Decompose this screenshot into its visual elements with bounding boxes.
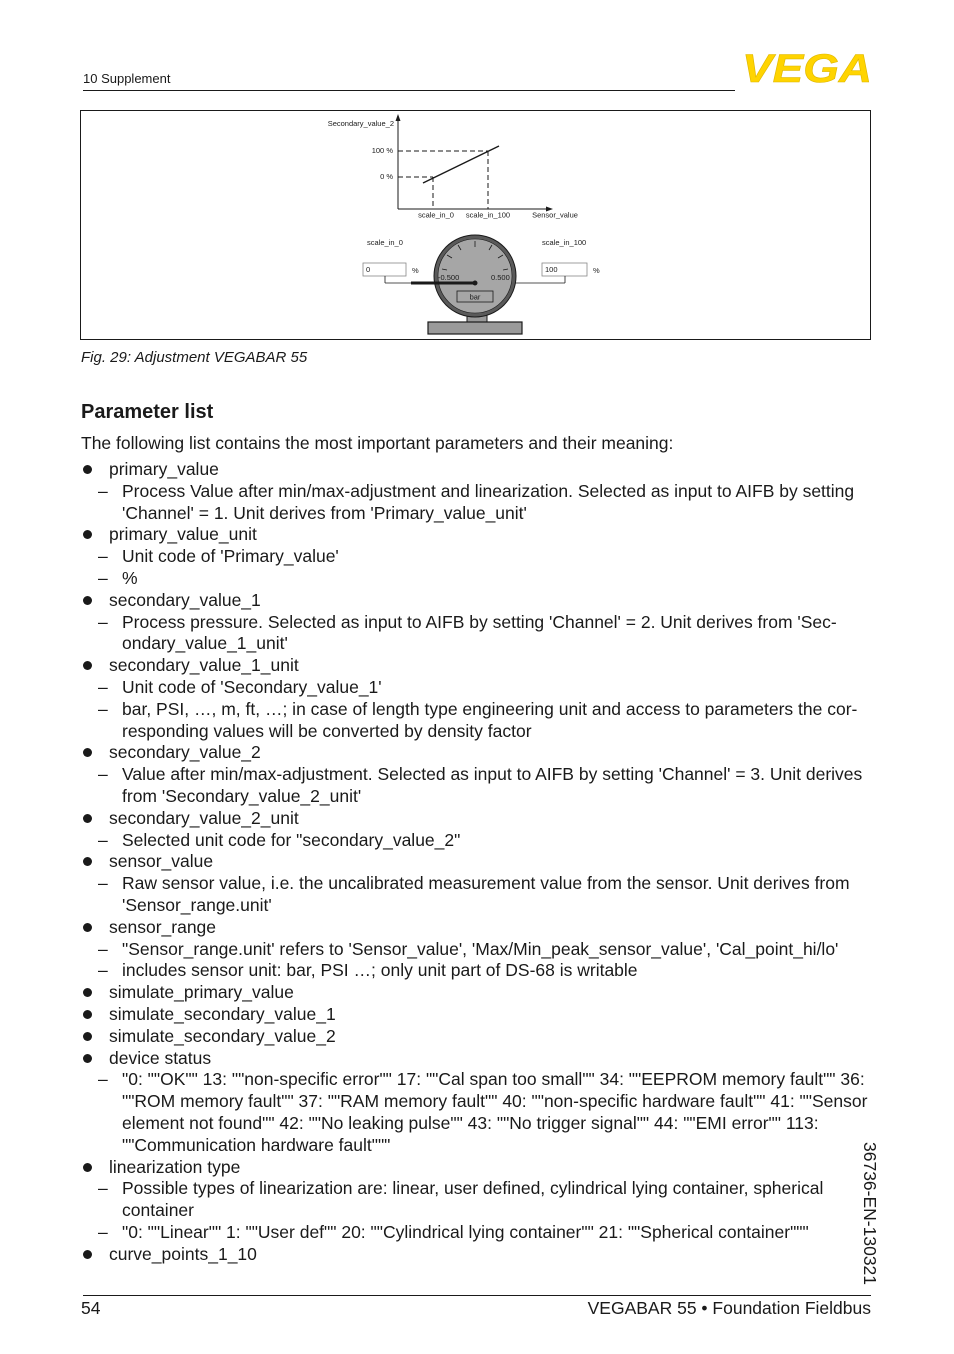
intro-text: The following list contains the most important parameters and their meaning: [81, 433, 674, 453]
param-secondary-value-2 [81, 742, 876, 807]
param-description: – Process Value after min/max-adjustment and linearization. Selected as input to AIFB by setting 'Channel' = 1. Unit derives from 'Primary_value_unit' [81, 481, 876, 525]
param-description: – "Sensor_range.unit' refers to 'Sensor_value', 'Max/Min_peak_sensor_value', 'Cal_point_hi/lo' [81, 939, 876, 961]
adjustment-diagram [81, 111, 872, 341]
figure-caption: Fig. 29: Adjustment VEGABAR 55 [81, 349, 308, 366]
param-name: linearization type [109, 1156, 241, 1177]
param-sensor-value [81, 851, 876, 916]
param-sensor-range [81, 917, 876, 982]
param-description: – includes sensor unit: bar, PSI …; only unit part of DS-68 is writable [81, 960, 876, 982]
left-field-value: 0 [366, 265, 371, 274]
param-simulate-secondary-value-2 [81, 1026, 876, 1048]
param-description: – Unit code of 'Primary_value' [81, 546, 876, 568]
param-name: simulate_secondary_value_2 [109, 1025, 336, 1046]
param-primary-value [81, 459, 876, 524]
param-name: secondary_value_2_unit [109, 807, 299, 828]
param-simulate-secondary-value-1 [81, 1004, 876, 1026]
param-description: – Raw sensor value, i.e. the uncalibrated measurement value from the sensor. Unit derives from 'Sensor_range.unit' [81, 873, 876, 917]
left-field-unit: % [412, 266, 419, 275]
param-curve-points [81, 1244, 876, 1266]
right-field-value: 100 [545, 265, 558, 274]
parameter-list [81, 459, 876, 1265]
adjustment-figure [80, 110, 871, 340]
pressure-gauge [411, 235, 522, 334]
product-title: VEGABAR 55 • Foundation Fieldbus [587, 1298, 871, 1318]
right-field-unit: % [593, 266, 600, 275]
document-code: 36736-EN-130321 [860, 1142, 880, 1286]
graph-x-tick-scale-in-0: scale_in_0 [418, 210, 454, 220]
right-field-label: scale_in_100 [542, 238, 587, 247]
param-description: – "0: ""Linear"" 1: ""User def"" 20: ""Cylindrical lying container"" 21: ""Spherical container""" [81, 1222, 876, 1244]
page-number: 54 [81, 1298, 101, 1318]
gauge-hub [473, 281, 478, 286]
param-description: – "0: ""OK"" 13: ""non-specific error"" 17: ""Cal span too small"" 34: ""EEPROM memory fault"" 36: ""ROM memory fault"" 37: ""RAM memory fault"" 40: ""non-specific hardware fault"" 41: ""Sensor element not found"" 42: ""No leaking pulse"" 43: ""No trigger signal"" 44: ""EMI error"" 113: ""Communication hardware fault""" [81, 1069, 876, 1156]
param-name: sensor_range [109, 916, 217, 937]
param-name: simulate_primary_value [109, 982, 294, 1003]
graph-y-arrow [396, 114, 401, 121]
param-device-status [81, 1048, 876, 1157]
graph-y-axis-label: Secondary_value_2 [327, 119, 394, 128]
param-name: curve_points_1_10 [109, 1243, 257, 1264]
param-name: secondary_value_1_unit [109, 655, 299, 676]
param-description: – Unit code of 'Secondary_value_1' [81, 677, 876, 699]
param-description: – Possible types of linearization are: linear, user defined, cylindrical lying container, spherical container [81, 1178, 876, 1222]
param-simulate-primary-value [81, 982, 876, 1004]
gauge-max-label: 0.500 [491, 273, 510, 282]
header-section-title: 10 Supplement [83, 71, 171, 86]
param-description: – Process pressure. Selected as input to AIFB by setting 'Channel' = 2. Unit derives from 'Sec-ondary_value_1_unit' [81, 612, 876, 656]
graph-tick-100: 100 % [371, 146, 393, 155]
section-heading: Parameter list [81, 401, 214, 423]
footer-rule [83, 1295, 871, 1296]
param-name: device status [109, 1047, 212, 1068]
left-field-label: scale_in_0 [367, 238, 403, 247]
gauge-min-label: -0.500 [438, 273, 460, 282]
param-primary-value-unit [81, 524, 876, 589]
param-description: – Value after min/max-adjustment. Selected as input to AIFB by setting 'Channel' = 3. Unit derives from 'Secondary_value_2_unit' [81, 764, 876, 808]
param-description: – bar, PSI, …, m, ft, …; in case of length type engineering unit and access to parameters the cor-responding values will be converted by density factor [81, 699, 876, 743]
param-secondary-value-1-unit [81, 655, 876, 742]
param-name: sensor_value [109, 851, 214, 872]
param-linearization-type [81, 1157, 876, 1244]
param-description: – % [81, 568, 876, 590]
header-rule [83, 90, 735, 91]
param-secondary-value-1 [81, 590, 876, 655]
param-name: secondary_value_2 [109, 742, 261, 763]
vega-logo [741, 52, 873, 84]
param-name: primary_value_unit [109, 524, 257, 545]
gauge-unit: bar [469, 292, 481, 302]
param-secondary-value-2-unit [81, 808, 876, 852]
param-name: secondary_value_1 [109, 589, 261, 610]
graph-tick-0: 0 % [380, 172, 393, 181]
param-name: primary_value [109, 459, 219, 479]
graph-x-tick-scale-in-100: scale_in_100 [465, 210, 511, 220]
graph-x-axis-label: Sensor_value [532, 210, 578, 220]
param-description: – Selected unit code for "secondary_value_2" [81, 830, 876, 852]
vega-logo-text: VEGA [742, 52, 872, 84]
gauge-base [428, 322, 522, 334]
param-name: simulate_secondary_value_1 [109, 1003, 336, 1024]
